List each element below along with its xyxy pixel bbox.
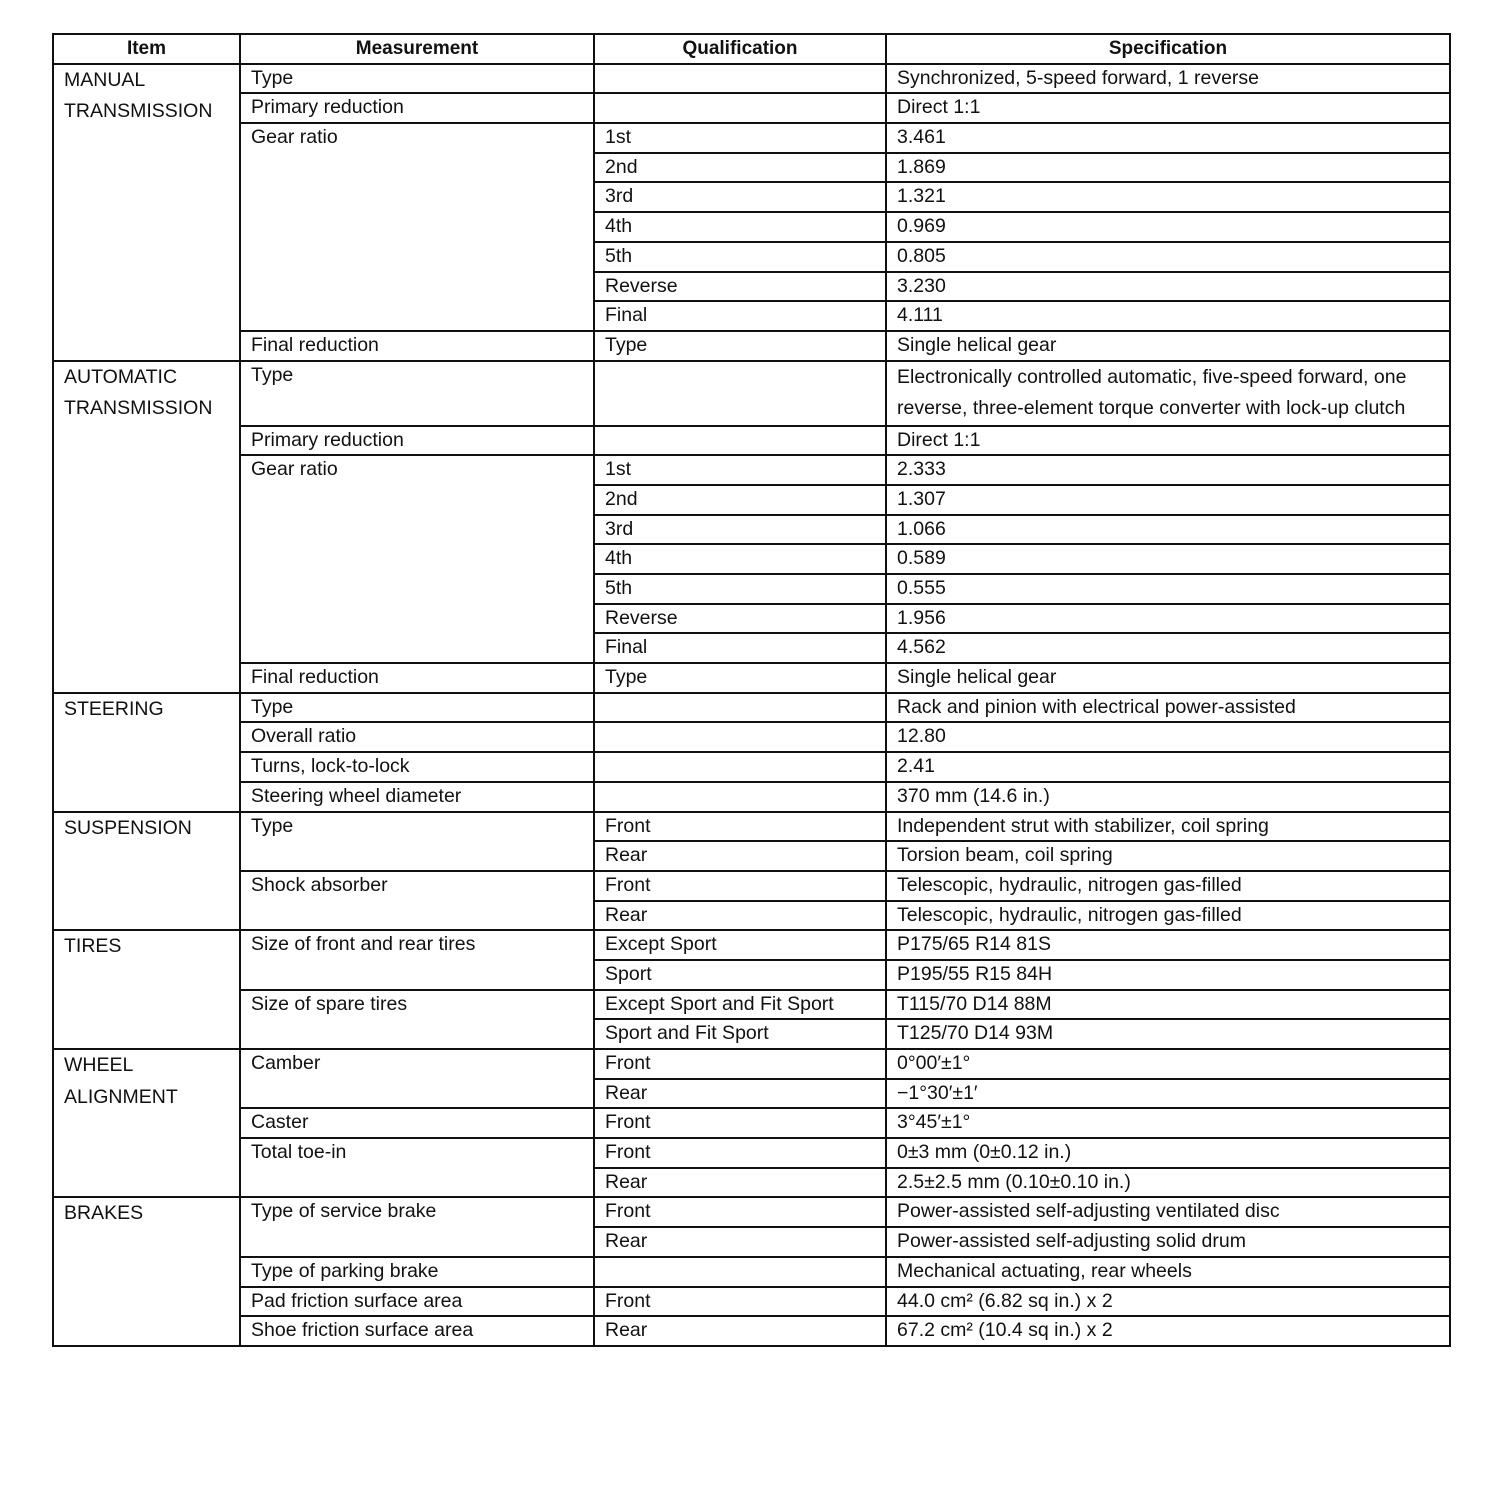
specification-cell: Independent strut with stabilizer, coil spring [886,812,1450,842]
section-item-line: MANUAL [64,68,146,91]
qualification-cell: Front [594,812,886,842]
measurement-cell: Shoe friction surface area [240,1316,594,1346]
qualification-cell: Front [594,1287,886,1317]
qualification-cell: Rear [594,841,886,871]
measurement-cell: Type [240,361,594,426]
section-item [53,930,240,1049]
section-item-line: BRAKES [64,1202,144,1225]
measurement-cell: Overall ratio [240,722,594,752]
measurement-cell: Camber [240,1049,594,1108]
table-row [53,1316,1450,1346]
specifications-table [52,33,1451,1347]
specification-cell: −1°30′±1′ [886,1079,1450,1109]
specification-cell: 1.307 [886,485,1450,515]
qualification-cell: 4th [594,544,886,574]
measurement-cell: Type of service brake [240,1197,594,1256]
specification-cell: Power-assisted self-adjusting ventilated disc [886,1197,1450,1227]
measurement-cell: Type [240,64,594,94]
qualification-cell [594,64,886,94]
section-item [53,64,240,361]
table-row [53,812,1450,842]
qualification-cell: 3rd [594,515,886,545]
qualification-cell: Rear [594,1227,886,1257]
section-item [53,361,240,693]
section-item [53,1197,240,1345]
measurement-cell: Pad friction surface area [240,1287,594,1317]
qualification-cell: Rear [594,1168,886,1198]
specification-cell: 12.80 [886,722,1450,752]
table-row [53,64,1450,94]
table-row [53,331,1450,361]
measurement-cell: Total toe-in [240,1138,594,1197]
specification-cell: P175/65 R14 81S [886,930,1450,960]
specification-cell: Telescopic, hydraulic, nitrogen gas-filled [886,901,1450,931]
specification-cell: 2.5±2.5 mm (0.10±0.10 in.) [886,1168,1450,1198]
qualification-cell: Sport and Fit Sport [594,1019,886,1049]
table-row [53,361,1450,426]
section-item [53,1049,240,1197]
specification-cell: 0°00′±1° [886,1049,1450,1079]
qualification-cell: Type [594,663,886,693]
qualification-cell [594,93,886,123]
header-measurement: Measurement [240,34,594,64]
qualification-cell [594,426,886,456]
table-row [53,1197,1450,1227]
qualification-cell: Front [594,1197,886,1227]
table-body [53,64,1450,1346]
specification-cell: 3.461 [886,123,1450,153]
specification-cell: 4.562 [886,633,1450,663]
measurement-cell: Turns, lock-to-lock [240,752,594,782]
qualification-cell [594,782,886,812]
measurement-cell: Primary reduction [240,93,594,123]
specification-cell: 1.869 [886,153,1450,183]
qualification-cell: 2nd [594,485,886,515]
qualification-cell: Final [594,633,886,663]
qualification-cell: Rear [594,1079,886,1109]
section-item [53,693,240,812]
measurement-cell: Gear ratio [240,123,594,331]
qualification-cell: Rear [594,901,886,931]
qualification-cell: 5th [594,574,886,604]
qualification-cell: Type [594,331,886,361]
specification-cell: 0.589 [886,544,1450,574]
measurement-cell: Steering wheel diameter [240,782,594,812]
measurement-cell: Type [240,693,594,723]
qualification-cell: 3rd [594,182,886,212]
specification-cell: 370 mm (14.6 in.) [886,782,1450,812]
specification-cell: 1.321 [886,182,1450,212]
measurement-cell: Primary reduction [240,426,594,456]
table-row [53,693,1450,723]
header-item: Item [53,34,240,64]
measurement-cell: Type of parking brake [240,1257,594,1287]
specification-cell: 44.0 cm² (6.82 sq in.) x 2 [886,1287,1450,1317]
qualification-cell: 4th [594,212,886,242]
specification-cell: 2.41 [886,752,1450,782]
section-item-line: ALIGNMENT [64,1085,178,1108]
specification-cell: Single helical gear [886,663,1450,693]
section-item-line: WHEEL [64,1054,134,1076]
qualification-cell: Front [594,1138,886,1168]
qualification-cell [594,693,886,723]
measurement-cell: Shock absorber [240,871,594,930]
specification-cell: Direct 1:1 [886,426,1450,456]
table-row [53,1257,1450,1287]
qualification-cell: Front [594,1108,886,1138]
specification-cell: Power-assisted self-adjusting solid drum [886,1227,1450,1257]
specification-cell: T125/70 D14 93M [886,1019,1450,1049]
specification-cell: Telescopic, hydraulic, nitrogen gas-filled [886,871,1450,901]
qualification-cell: 1st [594,455,886,485]
table-row [53,871,1450,901]
qualification-cell: Rear [594,1316,886,1346]
table-row [53,930,1450,960]
measurement-cell: Caster [240,1108,594,1138]
specification-cell: Synchronized, 5-speed forward, 1 reverse [886,64,1450,94]
table-row [53,782,1450,812]
table-row [53,663,1450,693]
header-row [53,34,1450,64]
measurement-cell: Final reduction [240,663,594,693]
table-row [53,752,1450,782]
table-row [53,1108,1450,1138]
specification-cell: Rack and pinion with electrical power-assisted [886,693,1450,723]
qualification-cell: 2nd [594,153,886,183]
section-item-line: STEERING [64,697,164,720]
section-item-line: AUTOMATIC [64,365,178,388]
table-row [53,426,1450,456]
measurement-cell: Size of spare tires [240,990,594,1049]
qualification-cell [594,752,886,782]
table-row [53,455,1450,485]
section-item-line: TRANSMISSION [64,100,213,123]
specification-cell: P195/55 R15 84H [886,960,1450,990]
specification-cell: Direct 1:1 [886,93,1450,123]
specification-cell: 0.805 [886,242,1450,272]
table-row [53,990,1450,1020]
specification-cell: 4.111 [886,301,1450,331]
measurement-cell: Final reduction [240,331,594,361]
specification-cell: Torsion beam, coil spring [886,841,1450,871]
specification-cell: Electronically controlled automatic, five-speed forward, one reverse, three-element torque converter with lock-up clutch [886,361,1450,426]
qualification-cell: Reverse [594,272,886,302]
qualification-cell: Front [594,871,886,901]
specification-cell: 3.230 [886,272,1450,302]
table-row [53,123,1450,153]
qualification-cell: 1st [594,123,886,153]
specification-cell: 0±3 mm (0±0.12 in.) [886,1138,1450,1168]
specification-cell: Mechanical actuating, rear wheels [886,1257,1450,1287]
specification-cell: 2.333 [886,455,1450,485]
section-item-line: TIRES [64,935,122,958]
specification-cell: 0.555 [886,574,1450,604]
qualification-cell: 5th [594,242,886,272]
measurement-cell: Size of front and rear tires [240,930,594,989]
specification-cell: 1.956 [886,604,1450,634]
qualification-cell: Final [594,301,886,331]
qualification-cell [594,722,886,752]
qualification-cell: Except Sport and Fit Sport [594,990,886,1020]
header-qualification: Qualification [594,34,886,64]
section-item-line: TRANSMISSION [64,397,213,420]
section-item-line: SUSPENSION [64,816,192,839]
measurement-cell: Type [240,812,594,871]
qualification-cell [594,361,886,426]
table-row [53,722,1450,752]
header-specification: Specification [886,34,1450,64]
specification-cell: 0.969 [886,212,1450,242]
specification-cell: Single helical gear [886,331,1450,361]
qualification-cell [594,1257,886,1287]
specification-cell: T115/70 D14 88M [886,990,1450,1020]
qualification-cell: Sport [594,960,886,990]
table-row [53,93,1450,123]
table-row [53,1287,1450,1317]
specification-cell: 3°45′±1° [886,1108,1450,1138]
section-item [53,812,240,931]
measurement-cell: Gear ratio [240,455,594,663]
qualification-cell: Except Sport [594,930,886,960]
specification-cell: 1.066 [886,515,1450,545]
qualification-cell: Front [594,1049,886,1079]
table-row [53,1138,1450,1168]
specification-cell: 67.2 cm² (10.4 sq in.) x 2 [886,1316,1450,1346]
qualification-cell: Reverse [594,604,886,634]
table-row [53,1049,1450,1079]
